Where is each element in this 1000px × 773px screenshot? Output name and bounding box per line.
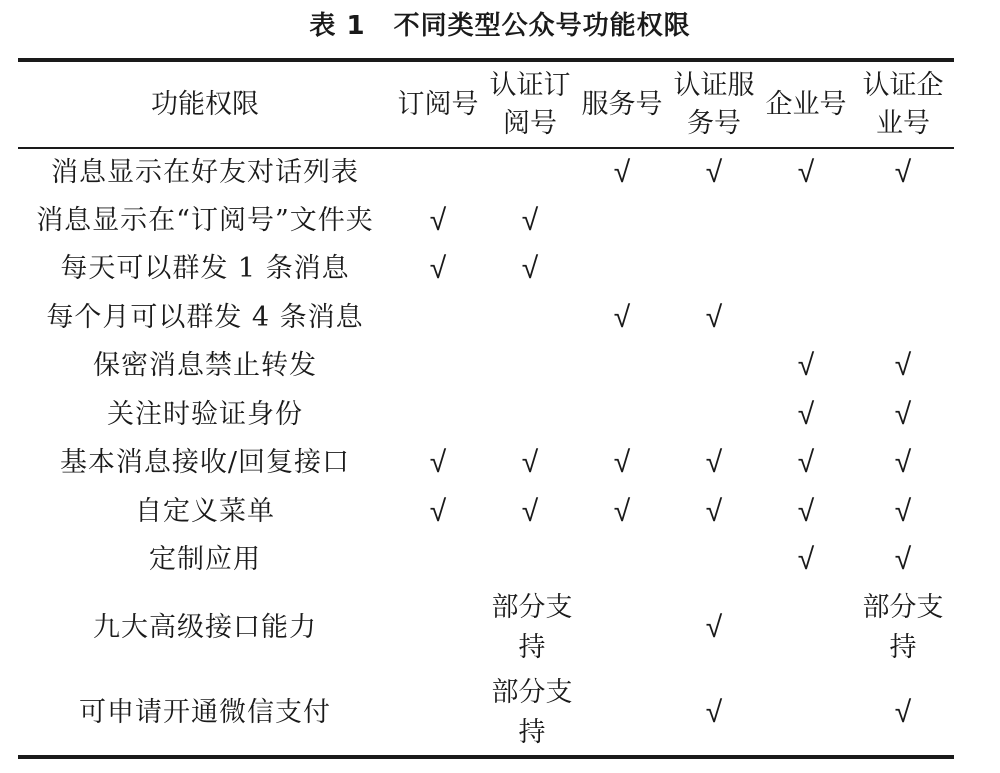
table-row <box>18 671 954 757</box>
table-row <box>18 294 954 343</box>
empty-cell <box>668 342 760 391</box>
check-mark-cell: √ <box>797 396 815 432</box>
header-type-service: 服务号 <box>576 60 668 148</box>
function-name-cell: 每个月可以群发 4 条消息 <box>46 301 364 333</box>
check-mark-cell: √ <box>521 251 539 287</box>
check-mark-cell: √ <box>613 299 631 335</box>
empty-cell <box>760 671 852 757</box>
check-mark-cell: √ <box>797 542 815 578</box>
check-mark-cell: √ <box>429 202 447 238</box>
empty-cell <box>576 197 668 246</box>
function-name-cell: 基本消息接收/回复接口 <box>59 447 351 479</box>
check-mark-cell: √ <box>797 445 815 481</box>
empty-cell <box>668 536 760 585</box>
empty-cell <box>392 294 484 343</box>
empty-cell <box>392 671 484 757</box>
header-function: 功能权限 <box>18 60 392 148</box>
empty-cell <box>484 391 576 440</box>
permissions-table <box>18 58 954 759</box>
empty-cell <box>484 294 576 343</box>
function-name-cell: 关注时验证身份 <box>107 398 303 430</box>
header-type-verified-subscription: 认证订阅号 <box>484 60 576 148</box>
check-mark-cell: √ <box>894 493 912 529</box>
check-mark-cell: √ <box>429 445 447 481</box>
header-type-subscription: 订阅号 <box>392 60 484 148</box>
check-mark-cell: √ <box>797 348 815 384</box>
empty-cell <box>392 585 484 671</box>
table-row <box>18 342 954 391</box>
check-mark-cell: √ <box>613 154 631 190</box>
check-mark-cell: √ <box>894 445 912 481</box>
check-mark-cell: √ <box>705 694 723 730</box>
partial-support-text: 部分支持 <box>862 591 944 663</box>
empty-cell <box>852 197 954 246</box>
check-mark-cell: √ <box>705 154 723 190</box>
empty-cell <box>852 294 954 343</box>
empty-cell <box>484 342 576 391</box>
check-mark-cell: √ <box>521 202 539 238</box>
header-type-verified-enterprise: 认证企业号 <box>852 60 954 148</box>
empty-cell <box>668 245 760 294</box>
partial-support-text: 部分支持 <box>491 676 573 748</box>
table-caption <box>0 6 1000 46</box>
function-name-cell: 消息显示在“订阅号”文件夹 <box>36 204 374 236</box>
function-name-cell: 定制应用 <box>149 544 261 576</box>
function-name-cell: 每天可以群发 1 条消息 <box>60 253 350 285</box>
check-mark-cell: √ <box>894 154 912 190</box>
table-title: 不同类型公众号功能权限 <box>393 11 691 41</box>
check-mark-cell: √ <box>705 299 723 335</box>
empty-cell <box>668 391 760 440</box>
empty-cell <box>484 536 576 585</box>
empty-cell <box>668 197 760 246</box>
empty-cell <box>484 148 576 197</box>
check-mark-cell: √ <box>613 445 631 481</box>
empty-cell <box>760 585 852 671</box>
check-mark-cell: √ <box>894 694 912 730</box>
table-row <box>18 439 954 488</box>
check-mark-cell: √ <box>521 493 539 529</box>
header-type-enterprise: 企业号 <box>760 60 852 148</box>
empty-cell <box>392 148 484 197</box>
table-body <box>18 148 954 757</box>
check-mark-cell: √ <box>797 154 815 190</box>
check-mark-cell: √ <box>894 542 912 578</box>
table-row <box>18 536 954 585</box>
table-row <box>18 391 954 440</box>
table-row <box>18 585 954 671</box>
empty-cell <box>760 197 852 246</box>
empty-cell <box>392 536 484 585</box>
function-name-cell: 保密消息禁止转发 <box>93 350 317 382</box>
empty-cell <box>576 342 668 391</box>
check-mark-cell: √ <box>521 445 539 481</box>
header-type-verified-service: 认证服务号 <box>668 60 760 148</box>
check-mark-cell: √ <box>705 609 723 645</box>
table-row <box>18 488 954 537</box>
empty-cell <box>852 245 954 294</box>
empty-cell <box>576 245 668 294</box>
empty-cell <box>392 391 484 440</box>
partial-support-cell <box>484 585 576 671</box>
empty-cell <box>760 245 852 294</box>
check-mark-cell: √ <box>894 348 912 384</box>
partial-support-cell <box>852 585 954 671</box>
empty-cell <box>576 391 668 440</box>
table-row <box>18 197 954 246</box>
check-mark-cell: √ <box>613 493 631 529</box>
table-row <box>18 245 954 294</box>
empty-cell <box>760 294 852 343</box>
empty-cell <box>392 342 484 391</box>
function-name-cell: 自定义菜单 <box>135 495 275 527</box>
table-row <box>18 148 954 197</box>
function-name-cell: 可申请开通微信支付 <box>79 696 331 728</box>
check-mark-cell: √ <box>894 396 912 432</box>
empty-cell <box>576 536 668 585</box>
check-mark-cell: √ <box>705 445 723 481</box>
function-name-cell: 消息显示在好友对话列表 <box>51 156 359 188</box>
partial-support-text: 部分支持 <box>491 591 573 663</box>
header-row <box>18 60 954 148</box>
check-mark-cell: √ <box>705 493 723 529</box>
empty-cell <box>576 585 668 671</box>
table-number: 表 1 <box>309 11 366 41</box>
check-mark-cell: √ <box>429 493 447 529</box>
check-mark-cell: √ <box>429 251 447 287</box>
check-mark-cell: √ <box>797 493 815 529</box>
partial-support-cell <box>484 671 576 757</box>
empty-cell <box>576 671 668 757</box>
function-name-cell: 九大高级接口能力 <box>93 611 317 643</box>
